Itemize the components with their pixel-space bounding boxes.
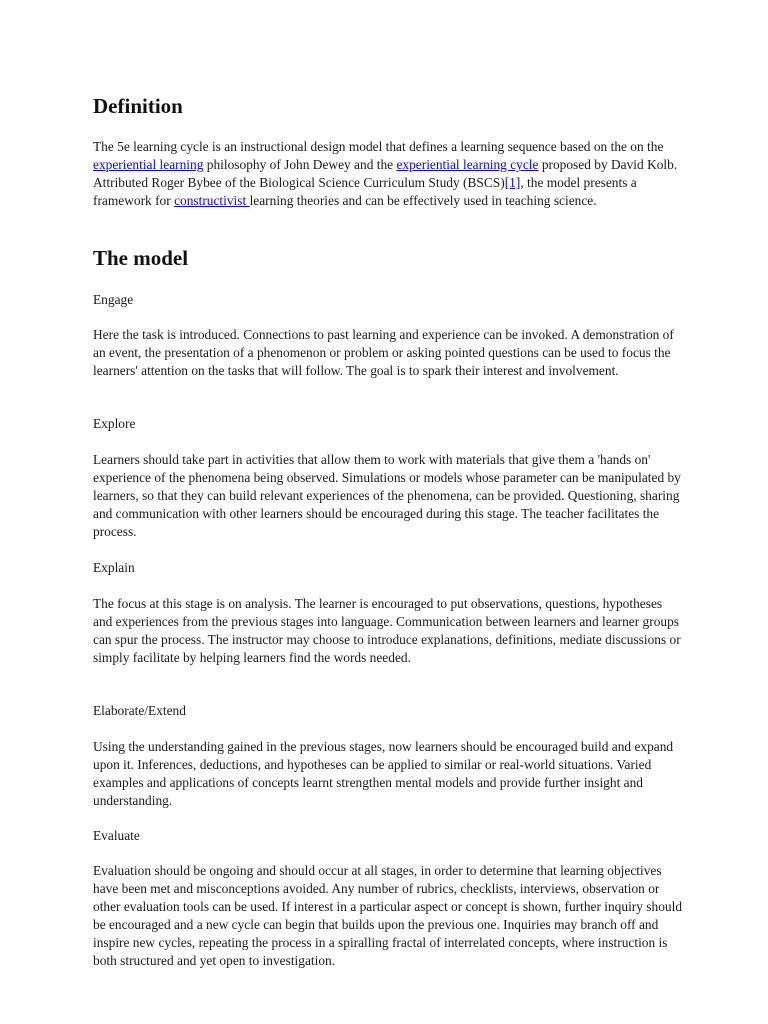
stage-text-evaluate: Evaluation should be ongoing and should occur at all stages, in order to determine that learning objectives have been met and misconceptions avoided. Any number of rubrics, checklists, interviews, observation or other evaluation tools can be used. If interest in a particular aspect or concept is shown, further inquiry should be encouraged and a new cycle can begin that builds upon the previous one. Inquiries may branch off and inspire new cycles, repeating the process in a spiralling fractal of interrelated concepts, where instruction is both structured and yet open to investigation. [93,863,683,968]
stage-text-engage: Here the task is introduced. Connections to past learning and experience can be invoked. A demonstration of an event, the presentation of a phenomenon or problem or asking pointed questions can be used to focus the learners' attention on the tasks that will follow. The goal is to spark their interest and involvement. [93,327,674,378]
stage-text-explore: Learners should take part in activities that allow them to work with materials that give them a 'hands on' experience of the phenomena being observed. Simulations or models whose parameter can be manipulated by learners, so that they can build relevant experiences of the phenomena, can be provided. Questioning, sharing and communication with other learners should be encouraged during this stage. The teacher facilitates the process. [93,452,681,539]
link-constructivist[interactable]: constructivist [174,193,250,208]
stage-label-explain: Explain [93,560,135,575]
stage-label-engage: Engage [93,292,134,307]
link-experiential-learning-cycle[interactable]: experiential learning cycle [396,157,539,172]
stage-text-elaborate: Using the understanding gained in the previous stages, now learners should be encouraged build and expand upon it. Inferences, deductions, and hypotheses can be applied to similar or real-world situations. Varied examples and applications of concepts learnt strengthen mental models and provide further insight and understanding. [93,739,674,808]
definition-text-5: learning theories and can be effectively used in teaching science. [249,193,597,208]
definition-text-2: philosophy of John Dewey and the [203,157,397,172]
definition-text-4: , the model presents a framework for [93,175,637,208]
stage-label-explore: Explore [93,416,136,431]
stage-label-evaluate: Evaluate [93,828,140,843]
definition-heading: Definition [93,94,183,118]
stage-text-explain: The focus at this stage is on analysis. The learner is encouraged to put observations, questions, hypotheses and experiences from the previous stages into language. Communication between learners and learner groups can spur the process. The instructor may choose to introduce explanations, definitions, mediate discussions or simply facilitate by helping learners find the words needed. [93,596,681,665]
link-experiential-learning[interactable]: experiential learning [93,157,204,172]
model-heading: The model [93,246,189,270]
stage-label-elaborate: Elaborate/Extend [93,703,186,718]
link-reference-1[interactable]: [1] [504,175,521,190]
definition-text-3: proposed by David Kolb. Attributed Roger Bybee of the Biological Science Curriculum Study (BSCS) [93,157,678,190]
definition-paragraph [93,138,683,210]
definition-text-1: The 5e learning cycle is an instructional design model that defines a learning sequence based on the on the [93,139,664,154]
